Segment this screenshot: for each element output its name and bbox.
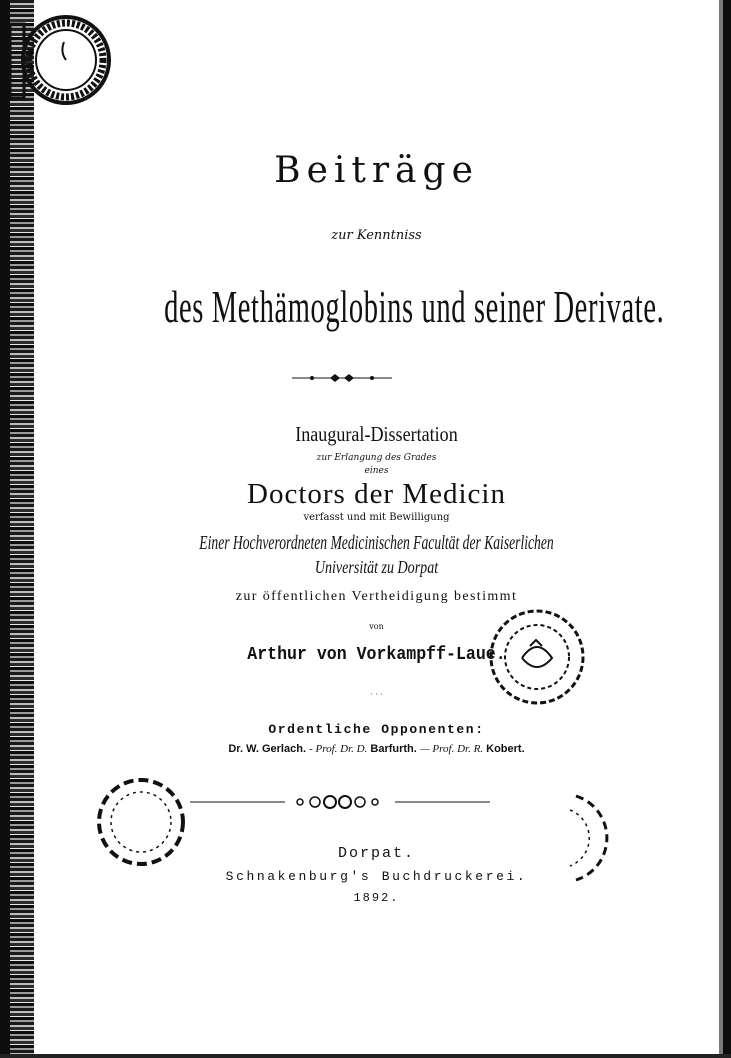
opponent-barfurth: Barfurth. — [370, 743, 417, 755]
printer-name: Schnakenburg's Buchdruckerei. — [225, 869, 528, 884]
city-dorpat: Dorpat. — [337, 845, 415, 862]
opponents-label: Ordentliche Opponenten: — [268, 722, 485, 737]
library-stamp-top-left — [6, 10, 112, 110]
opponent-separator-1: - Prof. Dr. D. — [309, 743, 368, 755]
subtitle-zur-kenntniss: zur Kenntniss — [331, 228, 422, 243]
opponent-separator-2: — Prof. Dr. R. — [419, 743, 484, 755]
page-edge-right — [723, 0, 731, 1058]
universitaet-line: Universität zu Dorpat — [314, 557, 439, 577]
author-name: Arthur von Vorkampff-Laue. — [247, 645, 506, 665]
dissertation-heading: Inaugural-Dissertation — [295, 422, 458, 446]
fakultaet-line: Einer Hochverordneten Medicinischen Facultät der Kaiserlichen — [199, 532, 554, 554]
main-title: des Methämoglobins und seiner Derivate. — [164, 281, 665, 332]
verfasst-line: verfasst und mit Bewilligung — [303, 512, 450, 523]
erlangung-line: zur Erlangung des Grades — [316, 453, 437, 463]
von-line: von — [369, 622, 384, 631]
book-spine-shadow — [0, 0, 10, 1058]
dotted-separator: · · · — [370, 690, 383, 699]
publication-year: 1892. — [353, 891, 400, 905]
title-beitraege: Beiträge — [274, 150, 479, 191]
ornament-divider-large — [190, 792, 490, 812]
vertheidigung-line: zur öffentlichen Vertheidigung bestimmt — [235, 589, 518, 604]
ornament-divider-small — [292, 368, 392, 388]
opponent-gerlach: Dr. W. Gerlach. — [228, 743, 306, 755]
opponent-kobert: Kobert. — [486, 743, 525, 755]
doctors-der-medicin: Doctors der Medicin — [247, 478, 506, 510]
page-edge-bottom — [0, 1054, 731, 1058]
eines-line: eines — [364, 466, 389, 476]
seal-stamp-right — [486, 606, 588, 708]
opponents-list — [34, 743, 719, 755]
